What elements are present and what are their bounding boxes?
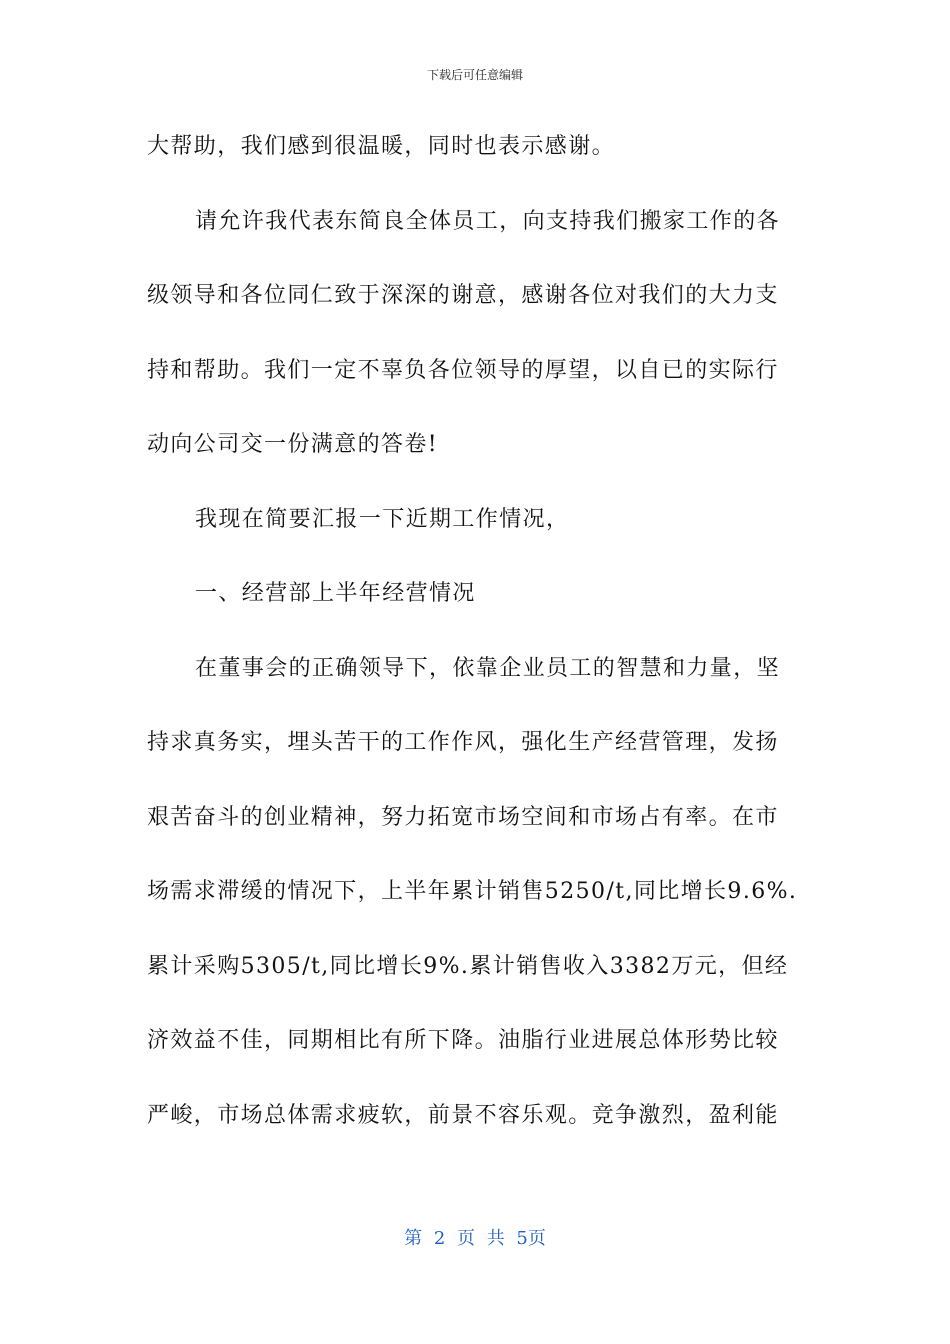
text-line: 持求真务实，埋头苦干的工作作风，强化生产经营管理，发扬	[147, 730, 779, 755]
page-header: 下载后可任意编辑	[426, 68, 523, 82]
document-body	[147, 124, 807, 1167]
section-heading: 一、经营部上半年经营情况	[195, 581, 476, 606]
text-line: 累计采购5305/t,同比增长9%.累计销售收入3382万元，但经	[147, 953, 789, 979]
text-line: 我现在简要汇报一下近期工作情况，	[195, 506, 570, 532]
text-line: 请允许我代表东简良全体员工，向支持我们搬家工作的各	[195, 208, 781, 234]
text-line: 艰苦奋斗的创业精神，努力拓宽市场空间和市场占有率。在市	[147, 804, 779, 830]
text-line: 大帮助，我们感到很温暖，同时也表示感谢。	[147, 134, 616, 159]
text-line: 持和帮助。我们一定不辜负各位领导的厚望，以自已的实际行	[147, 357, 779, 383]
page-number-footer: 第 2 页 共 5页	[404, 1228, 546, 1249]
text-line: 级领导和各位同仁致于深深的谢意，感谢各位对我们的大力支	[147, 283, 779, 308]
text-line: 严峻，市场总体需求疲软，前景不容乐观。竞争激烈，盈利能	[147, 1102, 779, 1128]
text-line: 动向公司交一份满意的答卷!	[147, 432, 439, 457]
text-line: 场需求滞缓的情况下，上半年累计销售5250/t,同比增长9.6%.	[147, 879, 798, 904]
text-line: 在董事会的正确领导下，依靠企业员工的智慧和力量，坚	[195, 655, 781, 681]
text-line: 济效益不佳，同期相比有所下降。油脂行业进展总体形势比较	[147, 1028, 779, 1053]
